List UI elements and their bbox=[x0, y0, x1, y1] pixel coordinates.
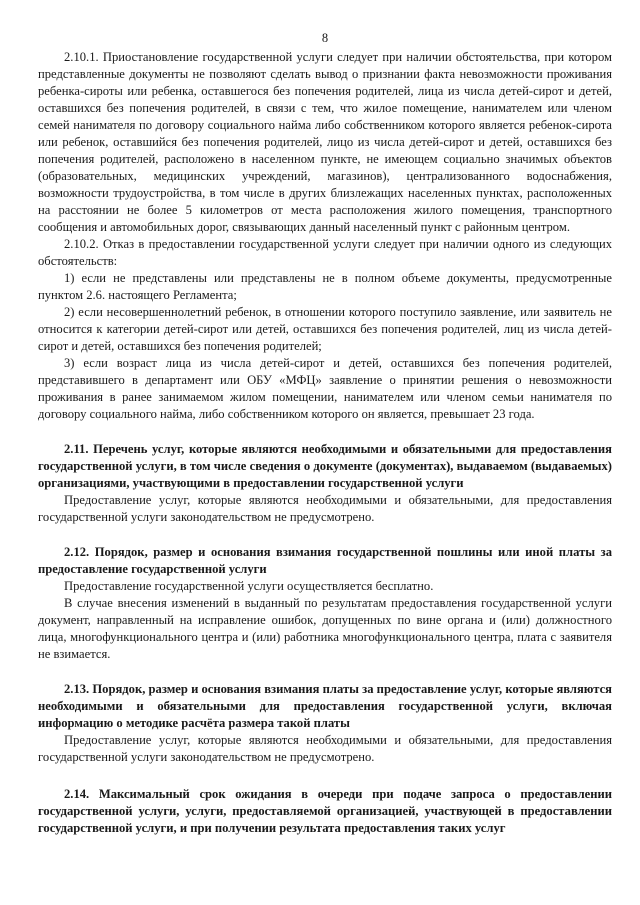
section-2-14 bbox=[38, 786, 612, 837]
list-item-3: 3) если возраст лица из числа детей-сирот и детей, оставшихся без попечения родителей, представившего в департамент или ОБУ «МФЦ» заявление о принятии решения о невозможности проживания в ранее занимаемом жилом помещении, нанимателем или членом семьи нанимателя по договору социального найма, либо собственником которого он является, превышает 23 года. bbox=[38, 356, 612, 421]
section-heading-2-13: 2.13. Порядок, размер и основания взимания платы за предоставление услуг, которые являются необходимыми и обязательными для предоставления государственной услуги, включая информацию о методике расчёта размера такой платы bbox=[38, 682, 612, 730]
section-heading-2-12: 2.12. Порядок, размер и основания взимания государственной пошлины или иной платы за предоставление государственной услуги bbox=[38, 545, 612, 576]
paragraph-2-10-2: 2.10.2. Отказ в предоставлении государственной услуги следует при наличии одного из следующих обстоятельств: bbox=[38, 237, 612, 268]
section-2-13-paragraph: Предоставление услуг, которые являются необходимыми и обязательными, для предоставления государственной услуги законодательством не предусмотрено. bbox=[38, 733, 612, 764]
page-number: 8 bbox=[321, 31, 329, 45]
section-2-11-paragraph: Предоставление услуг, которые являются необходимыми и обязательными, для предоставления государственной услуги законодательством не предусмотрено. bbox=[38, 493, 612, 524]
section-heading-2-11: 2.11. Перечень услуг, которые являются необходимыми и обязательными для предоставления государственной услуги, в том числе сведения о документе (документах), выдаваемом (выдаваемых) организациями, участвующими в предоставлении государственной услуги bbox=[38, 442, 612, 490]
section-heading-2-14: 2.14. Максимальный срок ожидания в очереди при подаче запроса о предоставлении государственной услуги, услуги, предоставляемой организацией, участвующей в предоставлении государственной услуги, и при получении результата предоставления таких услуг bbox=[38, 787, 612, 835]
paragraph-2-10-1: 2.10.1. Приостановление государственной услуги следует при наличии обстоятельства, при котором представленные документы не позволяют сделать вывод о признании факта невозможности проживания ребенка-сироты или ребенка, оставшегося без попечения родителей, лица из числа детей-сирот и детей, оставшихся без попечения родителей, в связи с тем, что жилое помещение, нанимателем или членом семей нанимателя по договору социального найма либо собственником которого является ребенок-сирота или ребенок, оставшийся без попечения родителей, лицо из числа детей-сирот и детей, оставшихся без попечения родителей, расположено в населенном пункте, не имеющем социально значимых объектов (образовательных, медицинских учреждений, магазинов), централизованного водоснабжения, возможности трудоустройства, в том числе в других близлежащих населенных пунктах, расположенных на расстоянии не более 5 километров от места расположения жилого помещения, транспортного сообщения и автомобильных дорог, связывающих данный населенный пункт с районным центром. bbox=[38, 50, 612, 234]
section-2-13 bbox=[38, 681, 612, 766]
section-2-11 bbox=[38, 441, 612, 526]
section-2-12 bbox=[38, 544, 612, 663]
section-2-12-paragraph-1: Предоставление государственной услуги осуществляется бесплатно. bbox=[64, 579, 434, 593]
section-2-12-paragraph-2: В случае внесения изменений в выданный по результатам предоставления государственной услуги документ, направленный на исправление ошибок, допущенных по вине органа и (или) должностного лица, многофункционального центра и (или) работника многофункционального центра, плата с заявителя не взимается. bbox=[38, 596, 612, 661]
list-item-1: 1) если не представлены или представлены не в полном объеме документы, предусмотренные пунктом 2.6. настоящего Регламента; bbox=[38, 271, 612, 302]
list-item-2: 2) если несовершеннолетний ребенок, в отношении которого поступило заявление, или заявитель не относится к категории детей-сирот или детей, оставшихся без попечения родителей, лиц из числа детей-сирот и детей, оставшихся без попечения родителей; bbox=[38, 305, 612, 353]
